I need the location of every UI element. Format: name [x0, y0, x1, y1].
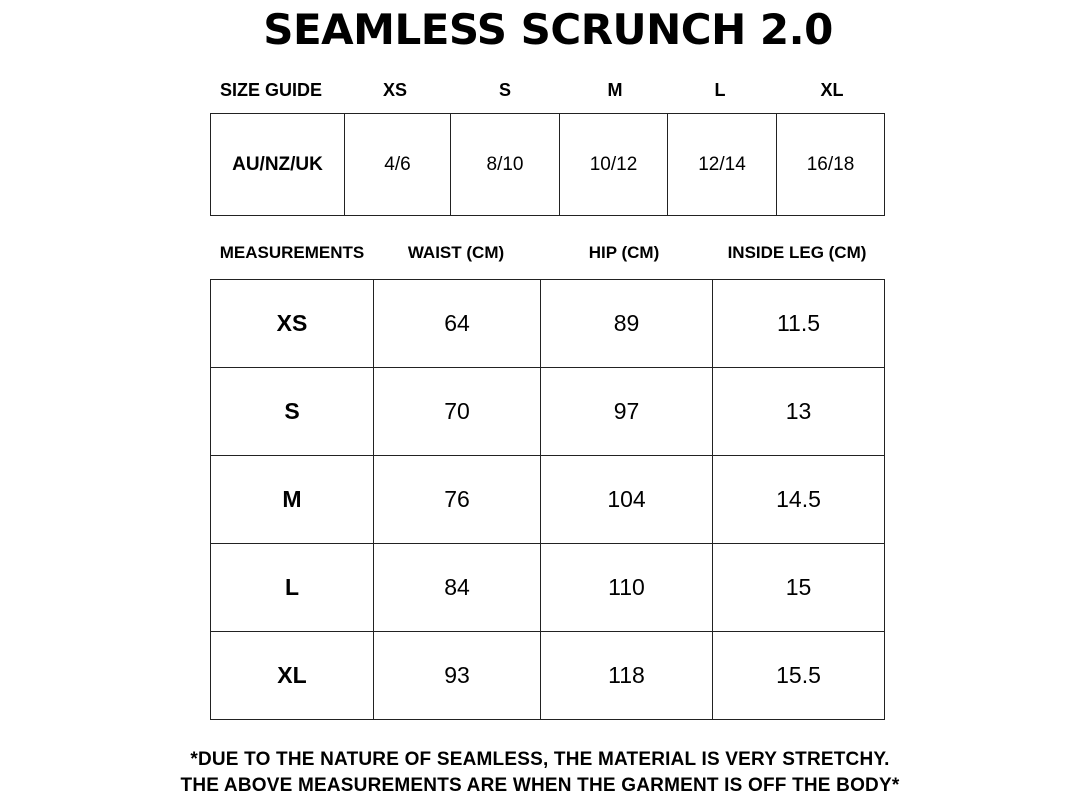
region-value-m: 10/12 — [560, 114, 668, 215]
size-guide-table — [210, 113, 885, 216]
waist-value: 70 — [374, 368, 541, 455]
region-label: AU/NZ/UK — [211, 114, 345, 215]
region-value-l: 12/14 — [668, 114, 777, 215]
region-value-xl: 16/18 — [777, 114, 885, 215]
size-guide-header-label: SIZE GUIDE — [219, 80, 322, 100]
row-size-label: XS — [211, 280, 374, 367]
row-size-label: M — [211, 456, 374, 543]
waist-value: 64 — [374, 280, 541, 367]
footnote-line-2: THE ABOVE MEASUREMENTS ARE WHEN THE GARMENT IS OFF THE BODY* — [180, 775, 900, 796]
table-row — [211, 114, 885, 216]
region-value-s: 8/10 — [451, 114, 560, 215]
table-row — [211, 456, 885, 544]
table-row — [211, 368, 885, 456]
hip-value: 97 — [541, 368, 713, 455]
region-value-xs: 4/6 — [345, 114, 451, 215]
table-row — [211, 280, 885, 368]
table-row — [211, 632, 885, 720]
inside-leg-value: 15.5 — [713, 632, 885, 719]
measurements-header-label: MEASUREMENTS — [219, 243, 365, 262]
row-size-label: L — [211, 544, 374, 631]
hip-value: 110 — [541, 544, 713, 631]
waist-value: 93 — [374, 632, 541, 719]
size-header-l: L — [714, 80, 726, 100]
size-header-m: M — [607, 80, 623, 100]
inside-leg-value: 11.5 — [713, 280, 885, 367]
row-size-label: S — [211, 368, 374, 455]
footnote-line-1: *DUE TO THE NATURE OF SEAMLESS, THE MATERIAL IS VERY STRETCHY. — [190, 749, 890, 770]
inside-leg-value: 15 — [713, 544, 885, 631]
waist-column-header: WAIST (CM) — [407, 243, 505, 262]
waist-value: 84 — [374, 544, 541, 631]
inside-leg-value: 14.5 — [713, 456, 885, 543]
size-header-xs: XS — [382, 80, 407, 100]
hip-value: 104 — [541, 456, 713, 543]
hip-value: 118 — [541, 632, 713, 719]
inside-leg-column-header: INSIDE LEG (CM) — [727, 243, 867, 262]
row-size-label: XL — [211, 632, 374, 719]
size-header-xl: XL — [820, 80, 844, 100]
page-title: SEAMLESS SCRUNCH 2.0 — [263, 5, 833, 54]
size-header-s: S — [498, 80, 511, 100]
measurements-table — [210, 279, 885, 720]
inside-leg-value: 13 — [713, 368, 885, 455]
table-row — [211, 544, 885, 632]
hip-value: 89 — [541, 280, 713, 367]
waist-value: 76 — [374, 456, 541, 543]
hip-column-header: HIP (CM) — [588, 243, 660, 262]
